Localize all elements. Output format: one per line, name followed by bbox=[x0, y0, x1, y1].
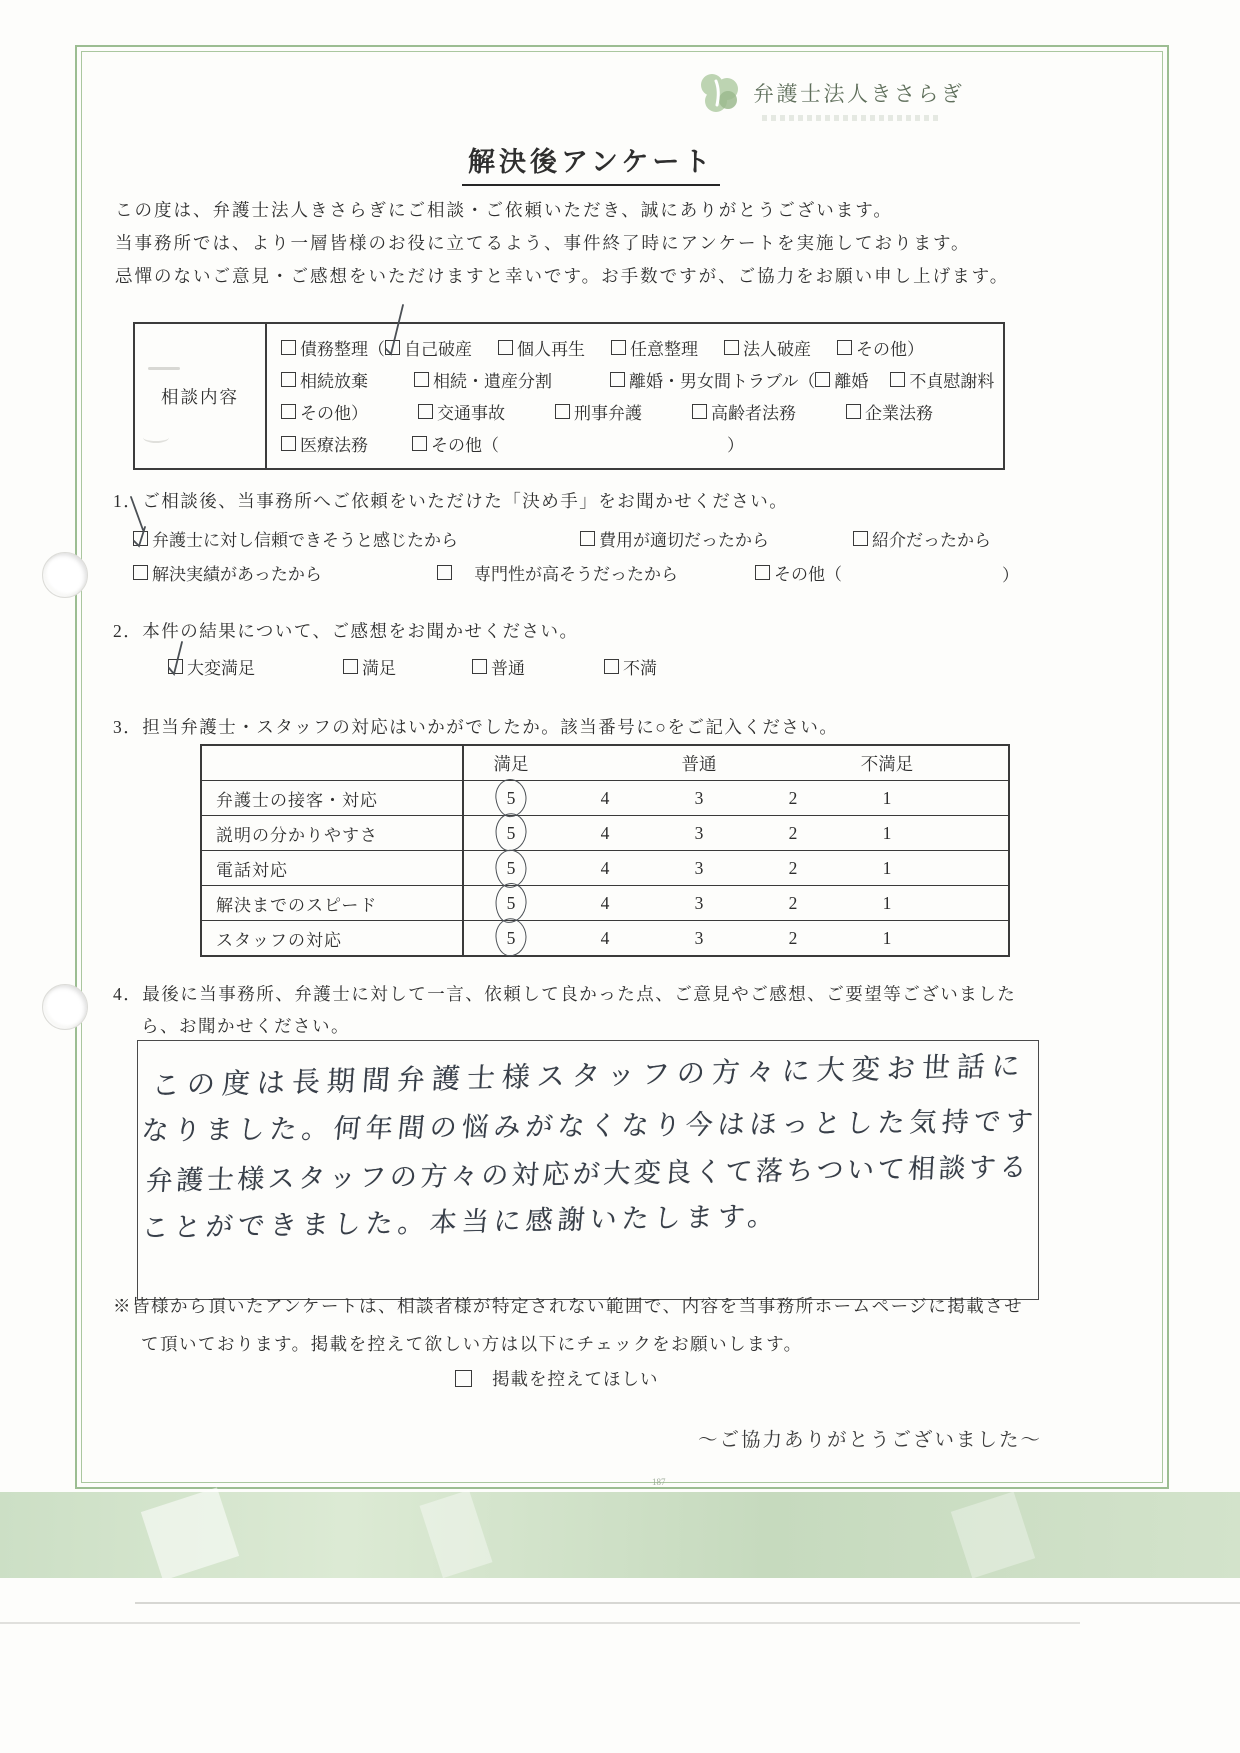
rating-4[interactable]: 4 bbox=[600, 857, 610, 878]
checkbox-icon bbox=[412, 436, 427, 451]
checkbox-icon bbox=[281, 436, 296, 451]
q2-number: 2． bbox=[113, 621, 143, 641]
handwritten-check-icon bbox=[383, 301, 407, 357]
checkbox-option-sozokubunkatsu[interactable] bbox=[414, 367, 552, 392]
decline-publication-option[interactable] bbox=[455, 1366, 659, 1391]
option-label: 普通 bbox=[491, 659, 525, 678]
handwritten-comment-line: この度は長期間弁護士様スタッフの方々に大変お世話に bbox=[150, 1049, 1028, 1102]
thanks-message: ～ご協力ありがとうございました～ bbox=[698, 1430, 1043, 1451]
checkbox-option-sonota-close[interactable] bbox=[281, 399, 368, 424]
checkbox-icon bbox=[890, 372, 905, 387]
checkbox-icon bbox=[611, 340, 626, 355]
consultation-line-2 bbox=[281, 363, 999, 395]
rating-2[interactable]: 2 bbox=[788, 857, 798, 878]
option-label: 弁護士に対し信頼できそうと感じたから bbox=[152, 531, 458, 550]
rating-1[interactable]: 1 bbox=[882, 787, 892, 808]
consultation-line-1 bbox=[281, 331, 999, 363]
checkbox-option-rikon[interactable] bbox=[815, 367, 868, 392]
checkbox-checked-icon bbox=[168, 659, 183, 674]
q1-option-sonota[interactable] bbox=[755, 560, 842, 585]
firm-name: 弁護士法人きさらぎ bbox=[753, 82, 965, 106]
checkbox-option-jikohasan-checked[interactable] bbox=[385, 335, 472, 360]
consultation-line-4 bbox=[281, 427, 999, 459]
rating-2[interactable]: 2 bbox=[788, 822, 798, 843]
rating-row-label: 弁護士の接客・対応 bbox=[202, 781, 464, 815]
rating-row-label: 電話対応 bbox=[202, 851, 464, 885]
rating-header-manzoku: 満足 bbox=[493, 753, 529, 774]
option-label: 個人再生 bbox=[517, 339, 585, 359]
option-label: 相続放棄 bbox=[300, 371, 368, 391]
hole-punch bbox=[42, 984, 88, 1030]
rating-row-label: 説明の分かりやすさ bbox=[202, 816, 464, 850]
rating-3[interactable]: 3 bbox=[694, 892, 704, 913]
rating-3[interactable]: 3 bbox=[694, 927, 704, 948]
checkbox-option-futei[interactable] bbox=[890, 367, 994, 392]
rating-5-selected[interactable] bbox=[464, 823, 558, 844]
q1-option-hiyo[interactable] bbox=[580, 526, 769, 551]
checkbox-checked-icon bbox=[133, 531, 148, 546]
rating-2[interactable]: 2 bbox=[788, 927, 798, 948]
option-label: 費用が適切だったから bbox=[599, 531, 769, 550]
q2-option-fuman[interactable] bbox=[604, 654, 657, 679]
paren-close: ） bbox=[727, 435, 744, 455]
consultation-line-3 bbox=[281, 395, 999, 427]
checkbox-option-kotsujiko[interactable] bbox=[418, 399, 505, 424]
option-label: 企業法務 bbox=[865, 403, 933, 423]
q1-heading bbox=[113, 488, 788, 513]
option-label: 医療法務 bbox=[300, 435, 368, 455]
checkbox-option-sonota-open[interactable] bbox=[412, 431, 499, 456]
option-label: 任意整理 bbox=[630, 339, 698, 359]
rating-row-staff bbox=[202, 920, 1008, 955]
checkbox-icon bbox=[846, 404, 861, 419]
checkbox-option-nini[interactable] bbox=[611, 335, 698, 360]
handwritten-circle-icon bbox=[495, 812, 528, 852]
checkbox-icon bbox=[610, 372, 625, 387]
rating-4[interactable]: 4 bbox=[600, 787, 610, 808]
option-label: 離婚・男女間トラブル（ bbox=[629, 371, 816, 391]
rating-header-row bbox=[202, 746, 1008, 780]
rating-2[interactable]: 2 bbox=[788, 787, 798, 808]
option-label: 大変満足 bbox=[187, 659, 255, 678]
option-label: その他） bbox=[300, 403, 368, 423]
checkbox-icon bbox=[498, 340, 513, 355]
q4-heading-line2: ら、お聞かせください。 bbox=[141, 1016, 350, 1036]
rating-2[interactable]: 2 bbox=[788, 892, 798, 913]
q2-option-manzoku[interactable] bbox=[343, 654, 396, 679]
rating-4[interactable]: 4 bbox=[600, 927, 610, 948]
q2-option-taihen-manzoku-checked[interactable] bbox=[168, 654, 255, 679]
rating-1[interactable]: 1 bbox=[882, 822, 892, 843]
rating-1[interactable]: 1 bbox=[882, 927, 892, 948]
q3-heading bbox=[113, 714, 838, 739]
rating-1[interactable]: 1 bbox=[882, 857, 892, 878]
rating-row-label: スタッフの対応 bbox=[202, 921, 464, 955]
option-label: 相続・遺産分割 bbox=[433, 371, 552, 391]
page-title: 解決後アンケート bbox=[462, 140, 720, 186]
checkbox-option-saimu[interactable] bbox=[281, 335, 385, 360]
checkbox-option-kojinsaisei[interactable] bbox=[498, 335, 585, 360]
q3-title: 担当弁護士・スタッフの対応はいかがでしたか。該当番号に○をご記入ください。 bbox=[142, 717, 839, 737]
consultation-label: 相談内容 bbox=[135, 324, 267, 468]
rating-value: 5 bbox=[506, 787, 516, 808]
handwritten-comment-line: ことができました。本当に感謝いたします。 bbox=[140, 1200, 781, 1245]
q2-option-futsu[interactable] bbox=[472, 654, 525, 679]
rating-header-futsu: 普通 bbox=[681, 753, 717, 774]
option-label: 紹介だったから bbox=[872, 531, 991, 550]
checkbox-option-sozokuhoki[interactable] bbox=[281, 367, 368, 392]
q1-number: 1． bbox=[113, 491, 143, 511]
checkbox-option-keiji[interactable] bbox=[555, 399, 642, 424]
checkbox-icon bbox=[281, 372, 296, 387]
intro-line: 当事務所では、より一層皆様のお役に立てるよう、事件終了時にアンケートを実施しております。 bbox=[115, 233, 971, 253]
option-label: 解決実績があったから bbox=[152, 565, 322, 584]
rating-row-setsumei bbox=[202, 815, 1008, 850]
option-label: 交通事故 bbox=[437, 403, 505, 423]
intro-line: 忌憚のないご意見・ご感想をいただけますと幸いです。お手数ですが、ご協力をお願い申し上げます。 bbox=[115, 266, 1010, 286]
checkbox-icon bbox=[418, 404, 433, 419]
q1-option-shokai[interactable] bbox=[853, 526, 991, 551]
handwritten-check-icon bbox=[130, 495, 154, 549]
scan-line bbox=[0, 1622, 1080, 1624]
checkbox-icon bbox=[343, 659, 358, 674]
rating-row-sekkyaku bbox=[202, 780, 1008, 815]
option-label: 満足 bbox=[362, 659, 396, 678]
rating-value: 5 bbox=[506, 857, 516, 878]
option-label: 離婚 bbox=[834, 371, 869, 391]
checkbox-icon bbox=[604, 659, 619, 674]
rating-row-denwa bbox=[202, 850, 1008, 885]
option-label: 専門性が高そうだったから bbox=[474, 565, 678, 584]
consultation-options bbox=[267, 324, 1003, 468]
checkbox-option-iryo[interactable] bbox=[281, 431, 368, 456]
rating-4[interactable]: 4 bbox=[600, 822, 610, 843]
option-label: 掲載を控えてほしい bbox=[492, 1369, 659, 1389]
checkbox-icon bbox=[414, 372, 429, 387]
rating-5-selected[interactable] bbox=[464, 893, 558, 914]
handwritten-check-icon bbox=[166, 632, 188, 676]
checkbox-option-sonota1[interactable] bbox=[837, 335, 924, 360]
q2-title: 本件の結果について、ご感想をお聞かせください。 bbox=[142, 621, 579, 641]
rating-3[interactable]: 3 bbox=[694, 857, 704, 878]
q4-title: 最後に当事務所、弁護士に対して一言、依頼して良かった点、ご意見やご感想、ご要望等ございました bbox=[142, 984, 1017, 1004]
rating-header-fumanzoku: 不満足 bbox=[860, 753, 914, 774]
checkbox-icon bbox=[555, 404, 570, 419]
handwritten-comment-line: 弁護士様スタッフの方々の対応が大変良くて落ちついて相談する bbox=[145, 1152, 1031, 1197]
rating-row-label: 解決までのスピード bbox=[202, 886, 464, 920]
checkbox-icon bbox=[580, 531, 595, 546]
checkbox-icon bbox=[281, 404, 296, 419]
checkbox-icon bbox=[472, 659, 487, 674]
q1-option-senmonsei[interactable] bbox=[437, 560, 678, 585]
rating-value: 5 bbox=[506, 892, 516, 913]
rating-table bbox=[200, 744, 1010, 957]
checkbox-icon bbox=[692, 404, 707, 419]
consultation-table bbox=[133, 322, 1005, 470]
intro-paragraph bbox=[115, 194, 1009, 293]
option-label: 不満 bbox=[623, 659, 657, 678]
hole-punch bbox=[42, 552, 88, 598]
checkbox-checked-icon bbox=[385, 340, 400, 355]
option-label: 高齢者法務 bbox=[711, 403, 796, 423]
brand-tagline-illegible bbox=[762, 115, 942, 121]
option-label: 不貞慰謝料 bbox=[909, 371, 995, 391]
q4-heading-line1 bbox=[113, 981, 1016, 1006]
checkbox-icon bbox=[437, 565, 452, 580]
option-label: 法人破産 bbox=[743, 339, 811, 359]
footer-note-line2: て頂いております。掲載を控えて欲しい方は以下にチェックをお願いします。 bbox=[141, 1334, 803, 1354]
q3-number: 3． bbox=[113, 717, 143, 737]
rating-5-selected[interactable] bbox=[464, 788, 558, 809]
option-label: その他（ bbox=[774, 565, 842, 584]
handwritten-circle-icon bbox=[495, 918, 527, 957]
scan-line bbox=[135, 1602, 1240, 1604]
option-label: 刑事弁護 bbox=[574, 403, 642, 423]
q4-number: 4． bbox=[113, 984, 143, 1004]
rating-value: 5 bbox=[506, 927, 516, 948]
rating-5-selected[interactable] bbox=[464, 928, 558, 949]
rating-4[interactable]: 4 bbox=[600, 892, 610, 913]
q1-title: ご相談後、当事務所へご依頼をいただけた「決め手」をお聞かせください。 bbox=[142, 491, 789, 511]
rating-value: 5 bbox=[506, 822, 516, 843]
footer-note-line1: ※皆様から頂いたアンケートは、相談者様が特定されない範囲で、内容を当事務所ホームページに掲載させ bbox=[113, 1296, 1024, 1316]
checkbox-icon bbox=[815, 372, 830, 387]
scan-page-mark: 187 bbox=[652, 1477, 666, 1487]
checkbox-icon bbox=[755, 565, 770, 580]
rating-row-speed bbox=[202, 885, 1008, 920]
firm-logo-clover-icon bbox=[694, 68, 744, 118]
option-label: その他） bbox=[856, 339, 924, 359]
checkbox-icon bbox=[724, 340, 739, 355]
q1-option-jisseki[interactable] bbox=[133, 560, 322, 585]
checkbox-option-korei[interactable] bbox=[692, 399, 796, 424]
checkbox-icon bbox=[455, 1370, 472, 1387]
handwritten-comment-line: なりました。何年間の悩みがなくなり今はほっとした気持です bbox=[140, 1106, 1040, 1147]
checkbox-icon bbox=[281, 340, 296, 355]
checkbox-icon bbox=[853, 531, 868, 546]
option-label: その他（ bbox=[431, 435, 499, 455]
checkbox-option-rikon-trouble[interactable] bbox=[610, 367, 815, 392]
intro-line: この度は、弁護士法人きさらぎにご相談・ご依頼いただき、誠にありがとうございます。 bbox=[115, 200, 893, 220]
paren-close: ） bbox=[1002, 566, 1019, 585]
rating-1[interactable]: 1 bbox=[882, 892, 892, 913]
rating-3[interactable]: 3 bbox=[694, 822, 704, 843]
option-label: 自己破産 bbox=[404, 339, 472, 359]
q1-option-shinrai-checked[interactable] bbox=[133, 526, 458, 551]
checkbox-option-kigyo[interactable] bbox=[846, 399, 933, 424]
option-label: 債務整理（ bbox=[300, 339, 385, 359]
rating-3[interactable]: 3 bbox=[694, 787, 704, 808]
checkbox-option-hojinhasan[interactable] bbox=[724, 335, 811, 360]
checkbox-icon bbox=[133, 565, 148, 580]
rating-5-selected[interactable] bbox=[464, 858, 558, 879]
brand bbox=[694, 68, 965, 118]
rating-corner-cell bbox=[202, 746, 464, 780]
checkbox-icon bbox=[837, 340, 852, 355]
